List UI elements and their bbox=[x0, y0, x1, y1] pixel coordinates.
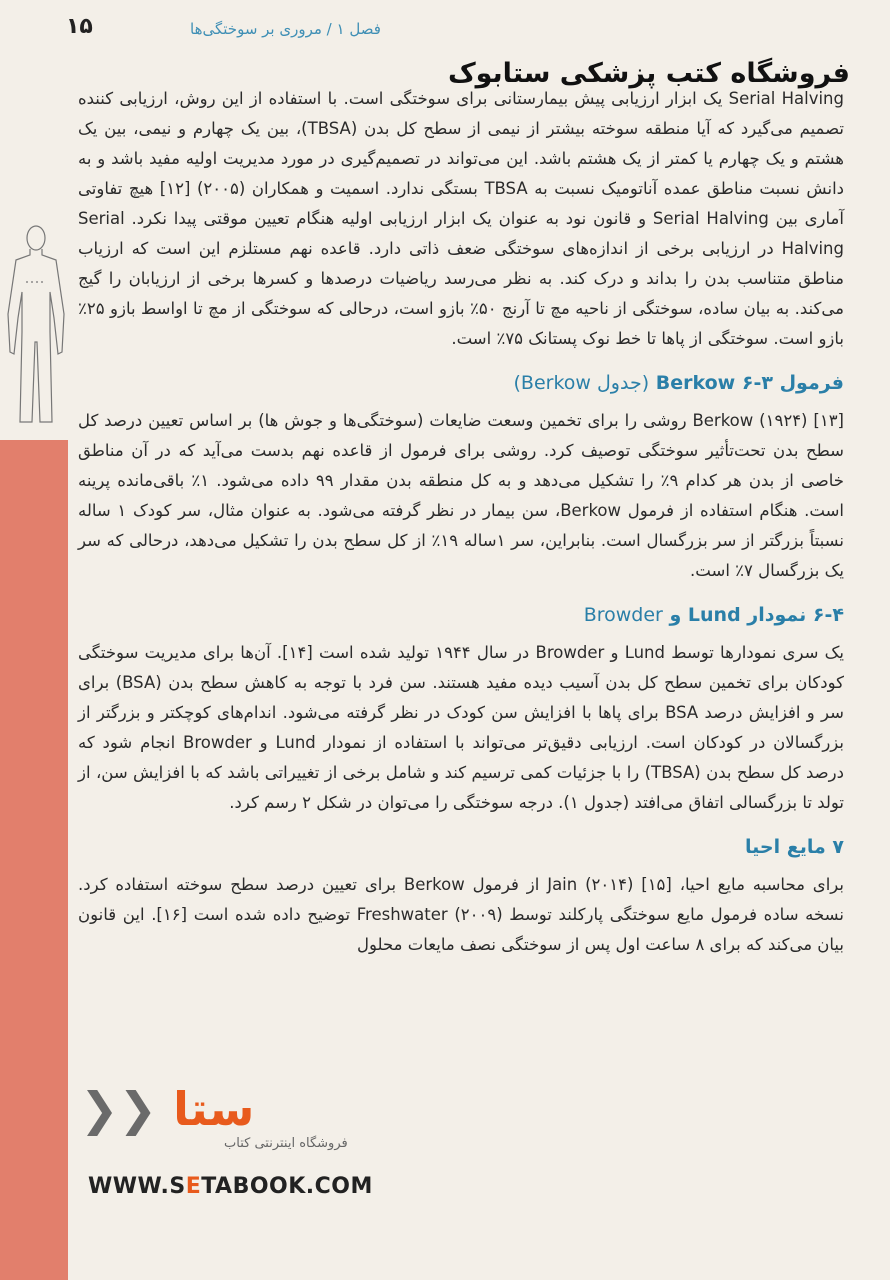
chapter-title: فصل ۱ / مروری بر سوختگی‌ها bbox=[190, 20, 381, 38]
setabook-watermark bbox=[74, 1082, 394, 1202]
store-banner: فروشگاه کتب پزشکی ستابوک bbox=[447, 58, 850, 89]
paragraph-serial-halving: Serial Halving یک ابزار ارزیابی پیش بیمارستانی برای سوختگی است. با استفاده از این روش، ارزیابی کننده تصمیم می‌گیرد که آیا منطقه سوخته بیشتر از نیمی از سطح کل بدن (TBSA)، بین یک چهارم و نیمی، بین یک هشتم و یک چهارم یا کمتر از یک هشتم باشد. این می‌تواند در تصمیم‌گیری در مورد مدیریت اولیه مفید باشد و به دانش نسبت مناطق عمده آناتومیک نسبت به TBSA بستگی ندارد. اسمیت و همکاران (۲۰۰۵) [۱۲] هیچ تفاوتی آماری بین Serial Halving و قانون نود به عنوان یک ابزار ارزیابی اولیه هنگام تعیین موقتی پیدا نکرد. Serial Halving در ارزیابی برخی از اندازه‌های سوختگی ضعف ذاتی دارد. قاعده نهم مستلزم این است که ارزیاب مناطق متناسب بدن را بداند و درک کند. به نظر می‌رسد ریاضیات درصدها و کسرها برخی از ارزیابان را گیج می‌کند. به بیان ساده، سوختگی از ناحیه مچ تا آرنج ۵۰٪ بازو است، درحالی که سوختگی از مچ تا اواسط بازو ۲۵٪ بازو است. سوختگی از پاها تا خط نوک پستانک ۷۵٪ است. bbox=[78, 89, 845, 348]
heading-lund-browder-latin: Browder bbox=[583, 604, 663, 626]
setabook-url bbox=[88, 1174, 373, 1199]
paragraph-resuscitation-fluid: برای محاسبه مایع احیا، Jain (۲۰۱۴) [۱۵] از فرمول Berkow برای تعیین درصد سطح سوخته استفاده کرد. نسخه ساده فرمول مایع سوختگی پارکلند توسط Freshwater (۲۰۰۹) توضیح داده شده است [۱۶]. این قانون بیان می‌کند که برای ۸ ساعت اول پس از سوختگی نصف مایعات محلول bbox=[78, 875, 844, 954]
setabook-logo-text: ستا bbox=[173, 1082, 255, 1136]
url-part-1: WWW.S bbox=[88, 1174, 186, 1199]
heading-resuscitation-fluid: ۷ مایع احیا bbox=[745, 836, 844, 858]
url-part-2: TABOOK.COM bbox=[201, 1174, 373, 1199]
heading-lund-browder bbox=[78, 600, 844, 630]
setabook-subtitle: فروشگاه اینترنتی کتاب bbox=[224, 1136, 348, 1151]
page-number: ۱۵ bbox=[66, 14, 93, 39]
page-header bbox=[60, 14, 850, 46]
heading-berkow-paren: (جدول Berkow) bbox=[513, 372, 650, 394]
heading-lund-browder-title: ۶-۴ نمودار Lund و bbox=[669, 604, 844, 626]
url-part-accent: E bbox=[185, 1174, 202, 1199]
paragraph-berkow: Berkow (۱۹۲۴) [۱۳] روشی را برای تخمین وسعت ضایعات (سوختگی‌ها و جوش ها) بر اساس تعیین درصد کل سطح بدن تحت‌تأثیر سوختگی توصیف کرد. روشی برای فرمول از قاعده نهم بدست می‌آید که در آن مناطق خاصی از بدن هر کدام ۹٪ را تشکیل می‌دهد و به کل منطقه بدن مقدار ۹۹ داده می‌شود. ۱٪ باقی‌مانده پرینه است. هنگام استفاده از فرمول Berkow، سن بیمار در نظر گرفته می‌شود. به عنوان مثال، سر کودک ۱ ساله نسبتاً بزرگتر از سر بزرگسال است. بنابراین، سر ۱ساله ۱۹٪ از کل سطح بدن را تشکیل می‌دهد، درحالی که سر یک بزرگسال ۷٪ است. bbox=[78, 411, 844, 580]
body-outline-figure bbox=[0, 222, 72, 430]
main-text bbox=[78, 84, 844, 974]
paragraph-lund-browder: یک سری نمودارها توسط Lund و Browder در سال ۱۹۴۴ تولید شده است [۱۴]. آن‌ها برای مدیریت سوختگی کودکان برای تخمین سطح کل بدن آسیب دیده مفید هستند. سن فرد با توجه به کاهش سطح بدن (BSA) برای سر و افزایش درصد BSA برای پاها با افزایش سن کودک در نظر گرفته می‌شود. اندام‌های کوچکتر و بزرگتر از بزرگسالان در کودکان است. ارزیابی دقیق‌تر می‌تواند با استفاده از نمودار Lund و Browder انجام شود که درصد کل سطح بدن (TBSA) را با جزئیات کمی ترسیم کند و شامل برخی از تغییراتی باشد که با افزایش سن، از تولد تا بزرگسالی اتفاق می‌افتد (جدول ۱). درجه سوختگی را می‌توان در شکل ۲ رسم کرد. bbox=[78, 643, 844, 812]
heading-berkow-title: فرمول ۳-۶ Berkow bbox=[655, 372, 844, 394]
side-color-band bbox=[0, 440, 68, 1280]
heading-berkow bbox=[78, 368, 844, 398]
chevrons-icon: ❯❯ bbox=[80, 1082, 158, 1136]
